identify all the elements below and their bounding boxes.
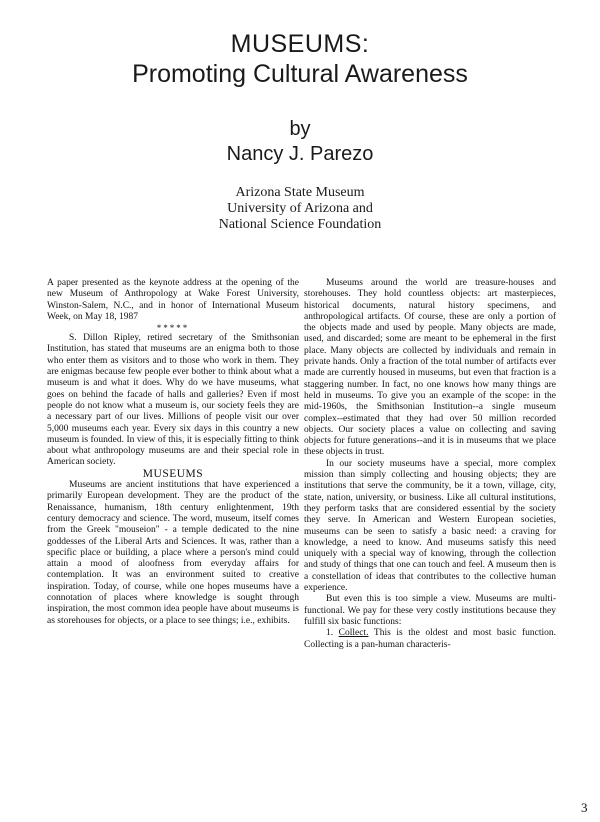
title-line-1: MUSEUMS: — [230, 30, 370, 58]
paragraph-function-1 — [304, 628, 556, 651]
byline-by: by — [289, 118, 311, 140]
paragraph: In our society museums have a special, more complex mission than simply collecting and housing objects; they are institutions that serve the community, be it a town, village, city, state, nation, university, or business. Like all cultural institutions, they perform tasks that are considered essential by the society they serve. In American and Western European societies, museums can be seen to satisfy a basic need: a craving for knowledge, a need to know. And museums satisfy this need uniquely with a special way of knowing, through the collection and study of things that one can touch and feel. A museum then is a constellation of ideas that contributes to the collective human experience. — [304, 458, 556, 594]
right-column — [304, 278, 556, 651]
separator-stars: ***** — [156, 323, 190, 334]
intro-note: A paper presented as the keynote address at the opening of the new Museum of Anthropology at Wake Forest University, Winston-Salem, N.C., and in honor of International Museum Week, on May 18, 1987 — [47, 278, 299, 322]
section-heading: MUSEUMS — [142, 467, 204, 480]
list-number: 1. — [326, 628, 334, 639]
affiliation-2: University of Arizona and — [227, 201, 373, 216]
affiliation-3: National Science Foundation — [218, 217, 382, 232]
affiliation-1: Arizona State Museum — [235, 185, 365, 200]
left-column — [47, 278, 299, 627]
page-number: 3 — [581, 800, 588, 815]
list-text: This is the oldest and most basic function. Collecting is a pan-human characteris- — [304, 628, 556, 650]
paragraph: Museums around the world are treasure-houses and storehouses. They hold countless objects: art masterpieces, historical documents, natural history specimens, and anthropological artifacts. Of course, these are only a portion of the objects made and used by people. Many objects are made, used, and discarded; some are meant to be ephemeral in the first place. Many objects are collected by individuals and remain in private hands. Only a fraction of the total number of artifacts ever made are currently housed in museums, but even that fraction is a staggering number. In fact, no one knows how many things are held in museums. To give you an example of the scope: in the mid-1960s, the Smithsonian Institution--a single museum complex--estimated that they had over 50 million recorded objects. Our society places a value on collecting and saving objects for future generations--and it is in museums that we place these objects in trust. — [304, 278, 556, 458]
list-label: Collect. — [338, 628, 369, 639]
title-line-2: Promoting Cultural Awareness — [132, 60, 468, 88]
author-name: Nancy J. Parezo — [226, 143, 374, 165]
paragraph: But even this is too simple a view. Museums are multi-functional. We pay for these very costly institutions because they fulfill six basic functions: — [304, 594, 556, 627]
paragraph: Museums are ancient institutions that have experienced a primarily European development. They are the product of the Renaissance, humanism, 18th century enlightenment, 19th century democracy and science. The word, museum, itself comes from the Greek "mouseion" - a temple dedicated to the nine goddesses of the Liberal Arts and Sciences. It was, rather than a specific place or building, a place where a person's mind could attain a mood of aloofness from everyday affairs for contemplation. It was an environment suited to creative inspiration. Today, of course, while one hopes museums have a connotation of places where knowledge is sought through inspiration, the most common idea people have about museums is as storehouses for objects, or a place to see things; i.e., exhibits. — [47, 480, 299, 626]
paragraph: S. Dillon Ripley, retired secretary of the Smithsonian Institution, has stated that museums are an enigma both to those who enter them as visitors and to those who work in them. They are enigmas because few people ever bother to think about what a museum is and what it does. Why do we have museums, what goes on behind the facade of halls and galleries? Even if most people do not know what a museum is, our society feels they are a necessary part of our lives. Millions of people visit our over 5,000 museums each year. Every six days in this country a new museum is founded. In view of this, it is especially fitting to think about what anthropology museums are and their special role in American society. — [47, 333, 299, 468]
